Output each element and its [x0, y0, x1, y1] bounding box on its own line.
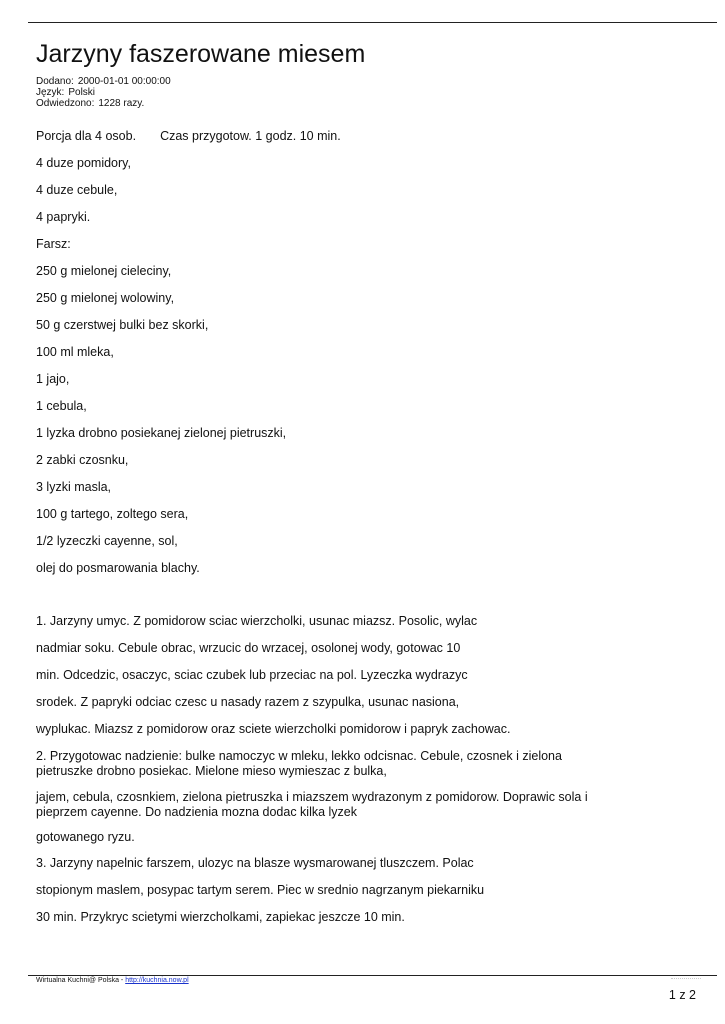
meta-visits — [36, 98, 171, 109]
footer-source — [36, 977, 189, 985]
recipe-intro — [36, 129, 341, 144]
ingredient-line: 100 g tartego, zoltego sera, — [36, 507, 189, 521]
instruction-line: 1. Jarzyny umyc. Z pomidorow sciac wierzcholki, usunac miazsz. Posolic, wylac — [36, 614, 478, 628]
footer-link[interactable]: http://kuchnia.now.pl — [125, 977, 189, 984]
meta-label: Odwiedzono: — [36, 98, 95, 109]
ingredient-line: 4 duze cebule, — [36, 183, 118, 197]
ingredient-line: 1 cebula, — [36, 399, 87, 413]
ingredient-line: 250 g mielonej cieleciny, — [36, 264, 172, 278]
instruction-line: gotowanego ryzu. — [36, 830, 135, 844]
ingredient-line: 1 jajo, — [36, 372, 70, 386]
servings-text: Porcja dla 4 osob. — [36, 129, 137, 143]
footer-faint-mark — [671, 978, 701, 982]
instruction-line: nadmiar soku. Cebule obrac, wrzucic do wrzacej, osolonej wody, gotowac 10 — [36, 641, 461, 655]
ingredient-line: 3 lyzki masla, — [36, 480, 112, 494]
ingredient-line: 1 lyzka drobno posiekanej zielonej pietruszki, — [36, 426, 287, 440]
footer-site-name: Wirtualna Kuchni@ Polska - — [36, 977, 126, 984]
instruction-line: stopionym maslem, posypac tartym serem. Piec w srednio nagrzanym piekarniku — [36, 883, 485, 897]
ingredient-line: 250 g mielonej wolowiny, — [36, 291, 175, 305]
prep-time-text: Czas przygotow. 1 godz. 10 min. — [160, 129, 341, 143]
meta-language — [36, 87, 171, 98]
ingredient-line: 100 ml mleka, — [36, 345, 114, 359]
metadata-block — [36, 76, 171, 109]
ingredient-line: 4 papryki. — [36, 210, 91, 224]
instruction-line: 3. Jarzyny napelnic farszem, ulozyc na blasze wysmarowanej tluszczem. Polac — [36, 856, 474, 870]
ingredient-line: 50 g czerstwej bulki bez skorki, — [36, 318, 209, 332]
page-number: 1 z 2 — [668, 988, 696, 1002]
ingredient-line: olej do posmarowania blachy. — [36, 561, 200, 575]
footer-divider — [28, 975, 717, 976]
ingredient-line: 4 duze pomidory, — [36, 156, 131, 170]
meta-value: Polski — [68, 87, 96, 98]
ingredient-line: 1/2 lyzeczki cayenne, sol, — [36, 534, 178, 548]
instruction-line: srodek. Z papryki odciac czesc u nasady razem z szypulka, usunac nasiona, — [36, 695, 460, 709]
filling-heading: Farsz: — [36, 237, 71, 251]
ingredient-line: 2 zabki czosnku, — [36, 453, 129, 467]
instruction-line: wyplukac. Miazsz z pomidorow oraz sciete wierzcholki pomidorow i papryk zachowac. — [36, 722, 511, 736]
page-title: Jarzyny faszerowane miesem — [36, 40, 366, 68]
meta-label: Dodano: — [36, 76, 74, 87]
meta-added — [36, 76, 171, 87]
instruction-line: jajem, cebula, czosnkiem, zielona pietruszka i miazszem wydrazonym z pomidorow. Doprawic sola i pieprzem cayenne. Do nadzienia mozna dodac kilka lyzek — [36, 790, 588, 819]
instruction-line: 30 min. Przykryc scietymi wierzcholkami, zapiekac jeszcze 10 min. — [36, 910, 405, 924]
top-divider — [28, 22, 717, 23]
meta-value: 2000-01-01 00:00:00 — [77, 76, 171, 87]
meta-label: Język: — [36, 87, 65, 98]
instruction-line: min. Odcedzic, osaczyc, sciac czubek lub przeciac na pol. Lyzeczka wydrazyc — [36, 668, 468, 682]
meta-value: 1228 razy. — [98, 98, 145, 109]
instruction-line: 2. Przygotowac nadzienie: bulke namoczyc w mleku, lekko odcisnac. Cebule, czosnek i zielona pietruszke drobno posiekac. Mielone mieso wymieszac z bulka, — [36, 749, 562, 778]
